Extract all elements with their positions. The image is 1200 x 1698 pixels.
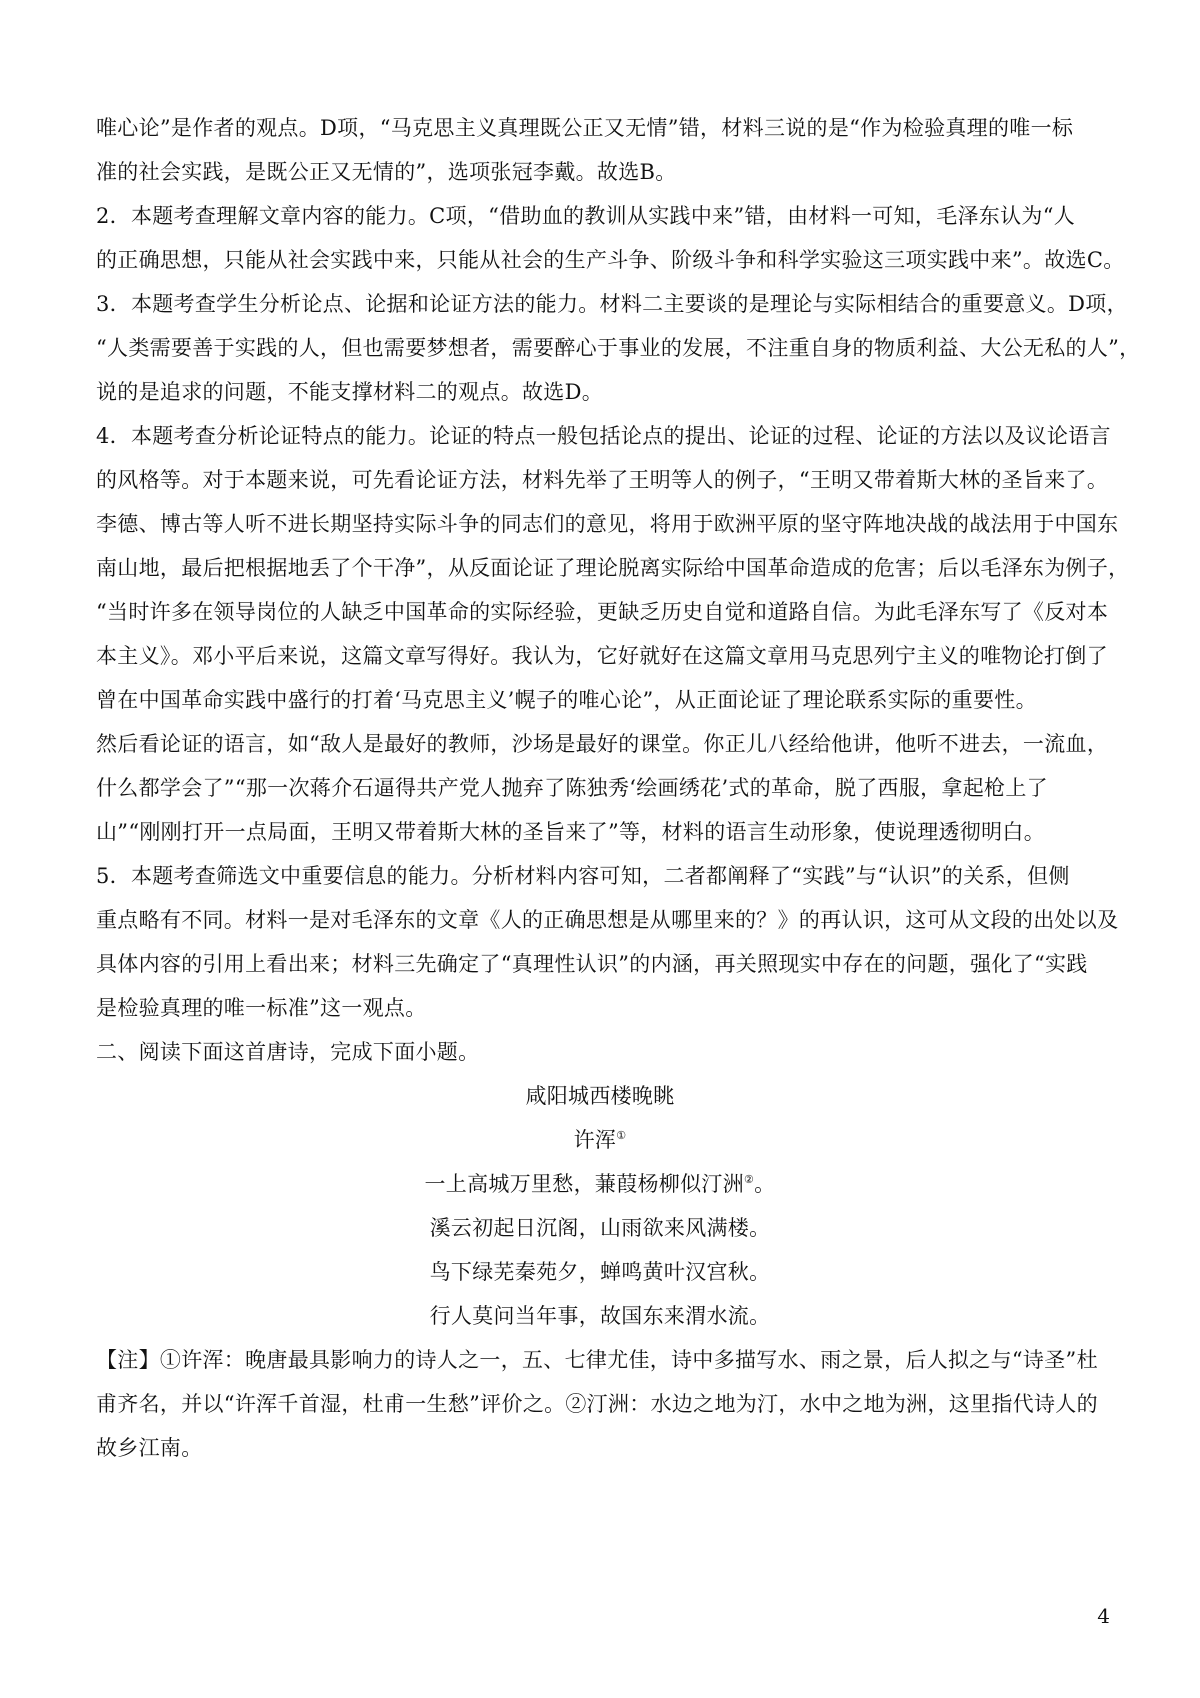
poem-line-text: 一上高城万里愁，蒹葭杨柳似汀洲 [424,1172,744,1196]
footnote-mark: ② [744,1173,755,1186]
answer-line: 什么都学会了”“那一次蒋介石逼得共产党人抛弃了陈独秀‘绘画绣花’式的革命，脱了西服，拿起枪上了 [96,776,1048,800]
poem-line-punctuation: 。 [754,1172,776,1196]
answer-line: 山”“刚刚打开一点局面，王明又带着斯大林的圣旨来了”等，材料的语言生动形象，使说理透彻明白。 [96,820,1046,844]
answer-line: 的正确思想，只能从社会实践中来，只能从社会的生产斗争、阶级斗争和科学实验这三项实践中来”。故选C。 [96,248,1125,272]
answer-line: “当时许多在领导岗位的人缺乏中国革命的实际经验，更缺乏历史自觉和道路自信。为此毛泽东写了《反对本 [96,600,1109,624]
answer-line: 的风格等。对于本题来说，可先看论证方法，材料先举了王明等人的例子，“王明又带着斯大林的圣旨来了。 [96,468,1109,492]
answer-line: 准的社会实践，是既公正又无情的”，选项张冠李戴。故选B。 [96,160,677,184]
answer-line: 4．本题考查分析论证特点的能力。论证的特点一般包括论点的提出、论证的过程、论证的方法以及议论语言 [96,424,1111,448]
answer-line: 5．本题考查筛选文中重要信息的能力。分析材料内容可知，二者都阐释了“实践”与“认识”的关系，但侧 [96,864,1070,888]
answer-line: 具体内容的引用上看出来；材料三先确定了“真理性认识”的内涵，再关照现实中存在的问题，强化了“实践 [96,952,1088,976]
poem-line [0,1169,1200,1199]
answer-line: 李德、博古等人听不进长期坚持实际斗争的同志们的意见，将用于欧洲平原的坚守阵地决战的战法用于中国东 [96,512,1119,536]
poem-author-name: 许浑 [573,1128,617,1152]
answer-line: 3．本题考查学生分析论点、论据和论证方法的能力。材料二主要谈的是理论与实际相结合的重要意义。D项， [96,292,1128,316]
poem-line: 行人莫问当年事，故国东来渭水流。 [429,1304,771,1328]
page-number: 4 [1097,1604,1110,1628]
answer-line: “人类需要善于实践的人，但也需要梦想者，需要醉心于事业的发展，不注重自身的物质利益、大公无私的人”， [96,336,1141,360]
answer-line: 本主义》。邓小平后来说，这篇文章写得好。我认为，它好就好在这篇文章用马克思列宁主义的唯物论打倒了 [96,644,1108,668]
poem-line: 鸟下绿芜秦苑夕，蝉鸣黄叶汉宫秋。 [429,1260,771,1284]
answer-line: 是检验真理的唯一标准”这一观点。 [96,996,427,1020]
poem-title: 咸阳城西楼晚眺 [525,1084,675,1108]
note-line: 【注】①许浑：晚唐最具影响力的诗人之一，五、七律尤佳，诗中多描写水、雨之景，后人拟之与“诗圣”杜 [96,1348,1098,1372]
answer-line: 南山地，最后把根据地丢了个干净”，从反面论证了理论脱离实际给中国革命造成的危害；后以毛泽东为例子， [96,556,1130,580]
note-line: 故乡江南。 [96,1436,203,1460]
note-line: 甫齐名，并以“许浑千首湿，杜甫一生愁”评价之。②汀洲：水边之地为汀，水中之地为洲，这里指代诗人的 [96,1392,1098,1416]
answer-line: 然后看论证的语言，如“敌人是最好的教师，沙场是最好的课堂。你正儿八经给他讲，他听不进去，一流血， [96,732,1109,756]
answer-line: 曾在中国革命实践中盛行的打着‘马克思主义’幌子的唯心论”，从正面论证了理论联系实际的重要性。 [96,688,1037,712]
poem-line: 溪云初起日沉阁，山雨欲来风满楼。 [429,1216,771,1240]
footnote-mark: ① [616,1129,627,1142]
answer-line: 唯心论”是作者的观点。D项，“马克思主义真理既公正又无情”错，材料三说的是“作为检验真理的唯一标 [96,116,1074,140]
section-heading: 二、阅读下面这首唐诗，完成下面小题。 [96,1040,480,1064]
answer-line: 2．本题考查理解文章内容的能力。C项，“借助血的教训从实践中来”错，由材料一可知，毛泽东认为“人 [96,204,1076,228]
answer-line: 说的是追求的问题，不能支撑材料二的观点。故选D。 [96,380,604,404]
answer-line: 重点略有不同。材料一是对毛泽东的文章《人的正确思想是从哪里来的？》的再认识，这可从文段的出处以及 [96,908,1119,932]
poem-author [0,1125,1200,1155]
